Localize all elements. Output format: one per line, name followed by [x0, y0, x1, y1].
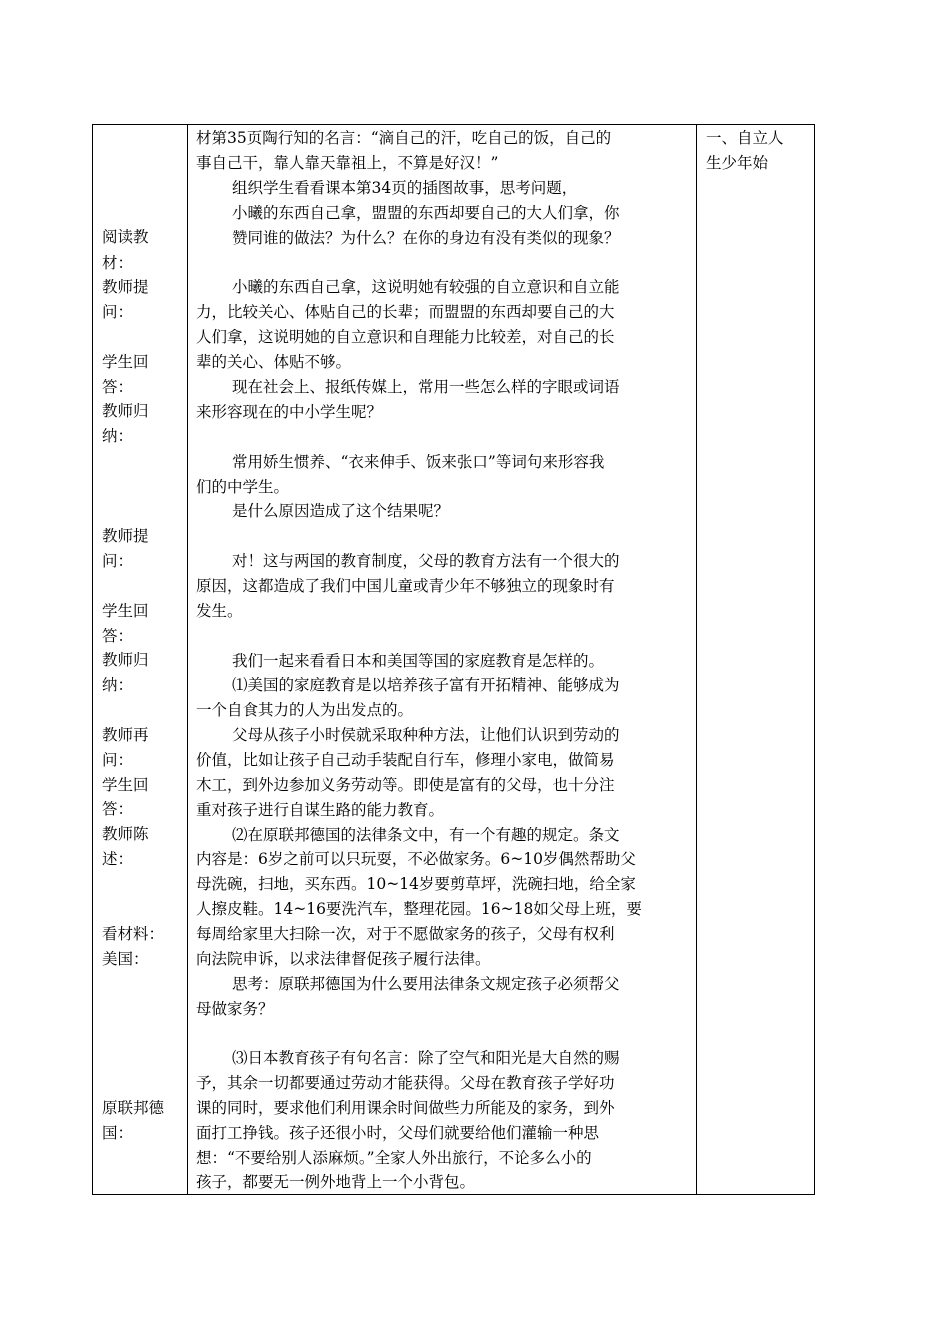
left-label: 纳： [102, 676, 134, 694]
content-line: 辈的关心、体贴不够。 [196, 353, 352, 371]
left-label: 教师再 [102, 726, 149, 744]
content-line: 组织学生看看课本第34页的插图故事，思考问题， [232, 179, 578, 197]
left-label-column [93, 125, 187, 1194]
content-line: 人们拿，这说明她的自立意识和自理能力比较差，对自己的长 [196, 328, 615, 346]
left-label: 教师归 [102, 402, 149, 420]
topic-heading: 一、自立人 [706, 129, 784, 147]
left-label: 材： [102, 254, 134, 272]
left-label: 述： [102, 850, 134, 868]
content-line: 人擦皮鞋。14~16要洗汽车，整理花园。16~18如父母上班，要 [196, 900, 642, 918]
left-label: 原联邦德 [102, 1099, 165, 1117]
left-label: 答： [102, 627, 134, 645]
left-label: 美国： [102, 950, 149, 968]
content-line: 事自己干，靠人靠天靠祖上，不算是好汉！” [196, 154, 499, 172]
left-label: 纳： [102, 427, 134, 445]
left-label: 国： [102, 1124, 134, 1142]
content-line: 是什么原因造成了这个结果呢？ [232, 502, 450, 520]
content-line: 赞同谁的做法？为什么？在你的身边有没有类似的现象？ [232, 229, 620, 247]
left-label: 答： [102, 378, 134, 396]
left-label: 看材料： [102, 925, 165, 943]
content-line: ⑵在原联邦德国的法律条文中，有一个有趣的规定。条文 [232, 826, 620, 844]
content-line: 父母从孩子小时侯就采取种种方法，让他们认识到劳动的 [232, 726, 620, 744]
content-line: 现在社会上、报纸传媒上，常用一些怎么样的字眼或词语 [232, 378, 620, 396]
left-label: 学生回 [102, 353, 149, 371]
content-line: 想：“不要给别人添麻烦。”全家人外出旅行，不论多么小的 [196, 1149, 592, 1167]
content-line: 对！这与两国的教育制度，父母的教育方法有一个很大的 [232, 552, 620, 570]
content-line: ⑶日本教育孩子有句名言：除了空气和阳光是大自然的赐 [232, 1049, 620, 1067]
content-line: 一个自食其力的人为出发点的。 [196, 701, 414, 719]
content-line: 常用娇生惯养、“衣来伸手、饭来张口”等词句来形容我 [232, 453, 605, 471]
content-line: 来形容现在的中小学生呢？ [196, 403, 383, 421]
content-line: 孩子，都要无一例外地背上一个小背包。 [196, 1173, 476, 1191]
content-line: 木工，到外边参加义务劳动等。即使是富有的父母，也十分注 [196, 776, 615, 794]
topic-heading: 生少年始 [706, 154, 769, 172]
left-label: 教师归 [102, 651, 149, 669]
content-line: 发生。 [196, 602, 243, 620]
content-line: 价值，比如让孩子自己动手装配自行车，修理小家电，做简易 [196, 751, 615, 769]
content-line: ⑴美国的家庭教育是以培养孩子富有开拓精神、能够成为 [232, 676, 620, 694]
content-line: 母洗碗，扫地，买东西。10~14岁要剪草坪，洗碗扫地，给全家 [196, 875, 636, 893]
content-line: 内容是：6岁之前可以只玩耍，不必做家务。6~10岁偶然帮助父 [196, 850, 636, 868]
right-topic-column [697, 125, 814, 1194]
left-label: 问： [102, 303, 134, 321]
left-label: 教师提 [102, 278, 149, 296]
left-label: 教师提 [102, 527, 149, 545]
main-content-column [188, 125, 696, 1194]
left-label: 问： [102, 751, 134, 769]
left-label: 问： [102, 552, 134, 570]
content-line: 母做家务？ [196, 1000, 274, 1018]
content-line: 重对孩子进行自谋生路的能力教育。 [196, 801, 445, 819]
content-line: 们的中学生。 [196, 478, 290, 496]
content-line: 力，比较关心、体贴自己的长辈；而盟盟的东西却要自己的大 [196, 303, 615, 321]
lesson-table [92, 124, 815, 1195]
content-line: 向法院申诉，以求法律督促孩子履行法律。 [196, 950, 491, 968]
left-label: 学生回 [102, 602, 149, 620]
left-label: 阅读教 [102, 228, 149, 246]
content-line: 每周给家里大扫除一次，对于不愿做家务的孩子，父母有权利 [196, 925, 615, 943]
content-line: 材第35页陶行知的名言：“滴自己的汗，吃自己的饭，自己的 [196, 129, 612, 147]
content-line: 思考：原联邦德国为什么要用法律条文规定孩子必须帮父 [232, 975, 620, 993]
content-line: 我们一起来看看日本和美国等国的家庭教育是怎样的。 [232, 652, 605, 670]
content-line: 面打工挣钱。孩子还很小时，父母们就要给他们灌输一种思 [196, 1124, 600, 1142]
content-line: 原因，这都造成了我们中国儿童或青少年不够独立的现象时有 [196, 577, 615, 595]
left-label: 教师陈 [102, 825, 149, 843]
left-label: 学生回 [102, 776, 149, 794]
left-label: 答： [102, 800, 134, 818]
content-line: 小曦的东西自己拿，这说明她有较强的自立意识和自立能 [232, 278, 620, 296]
content-line: 予，其余一切都要通过劳动才能获得。父母在教育孩子学好功 [196, 1074, 615, 1092]
content-line: 课的同时，要求他们利用课余时间做些力所能及的家务，到外 [196, 1099, 615, 1117]
content-line: 小曦的东西自己拿，盟盟的东西却要自己的大人们拿，你 [232, 204, 620, 222]
